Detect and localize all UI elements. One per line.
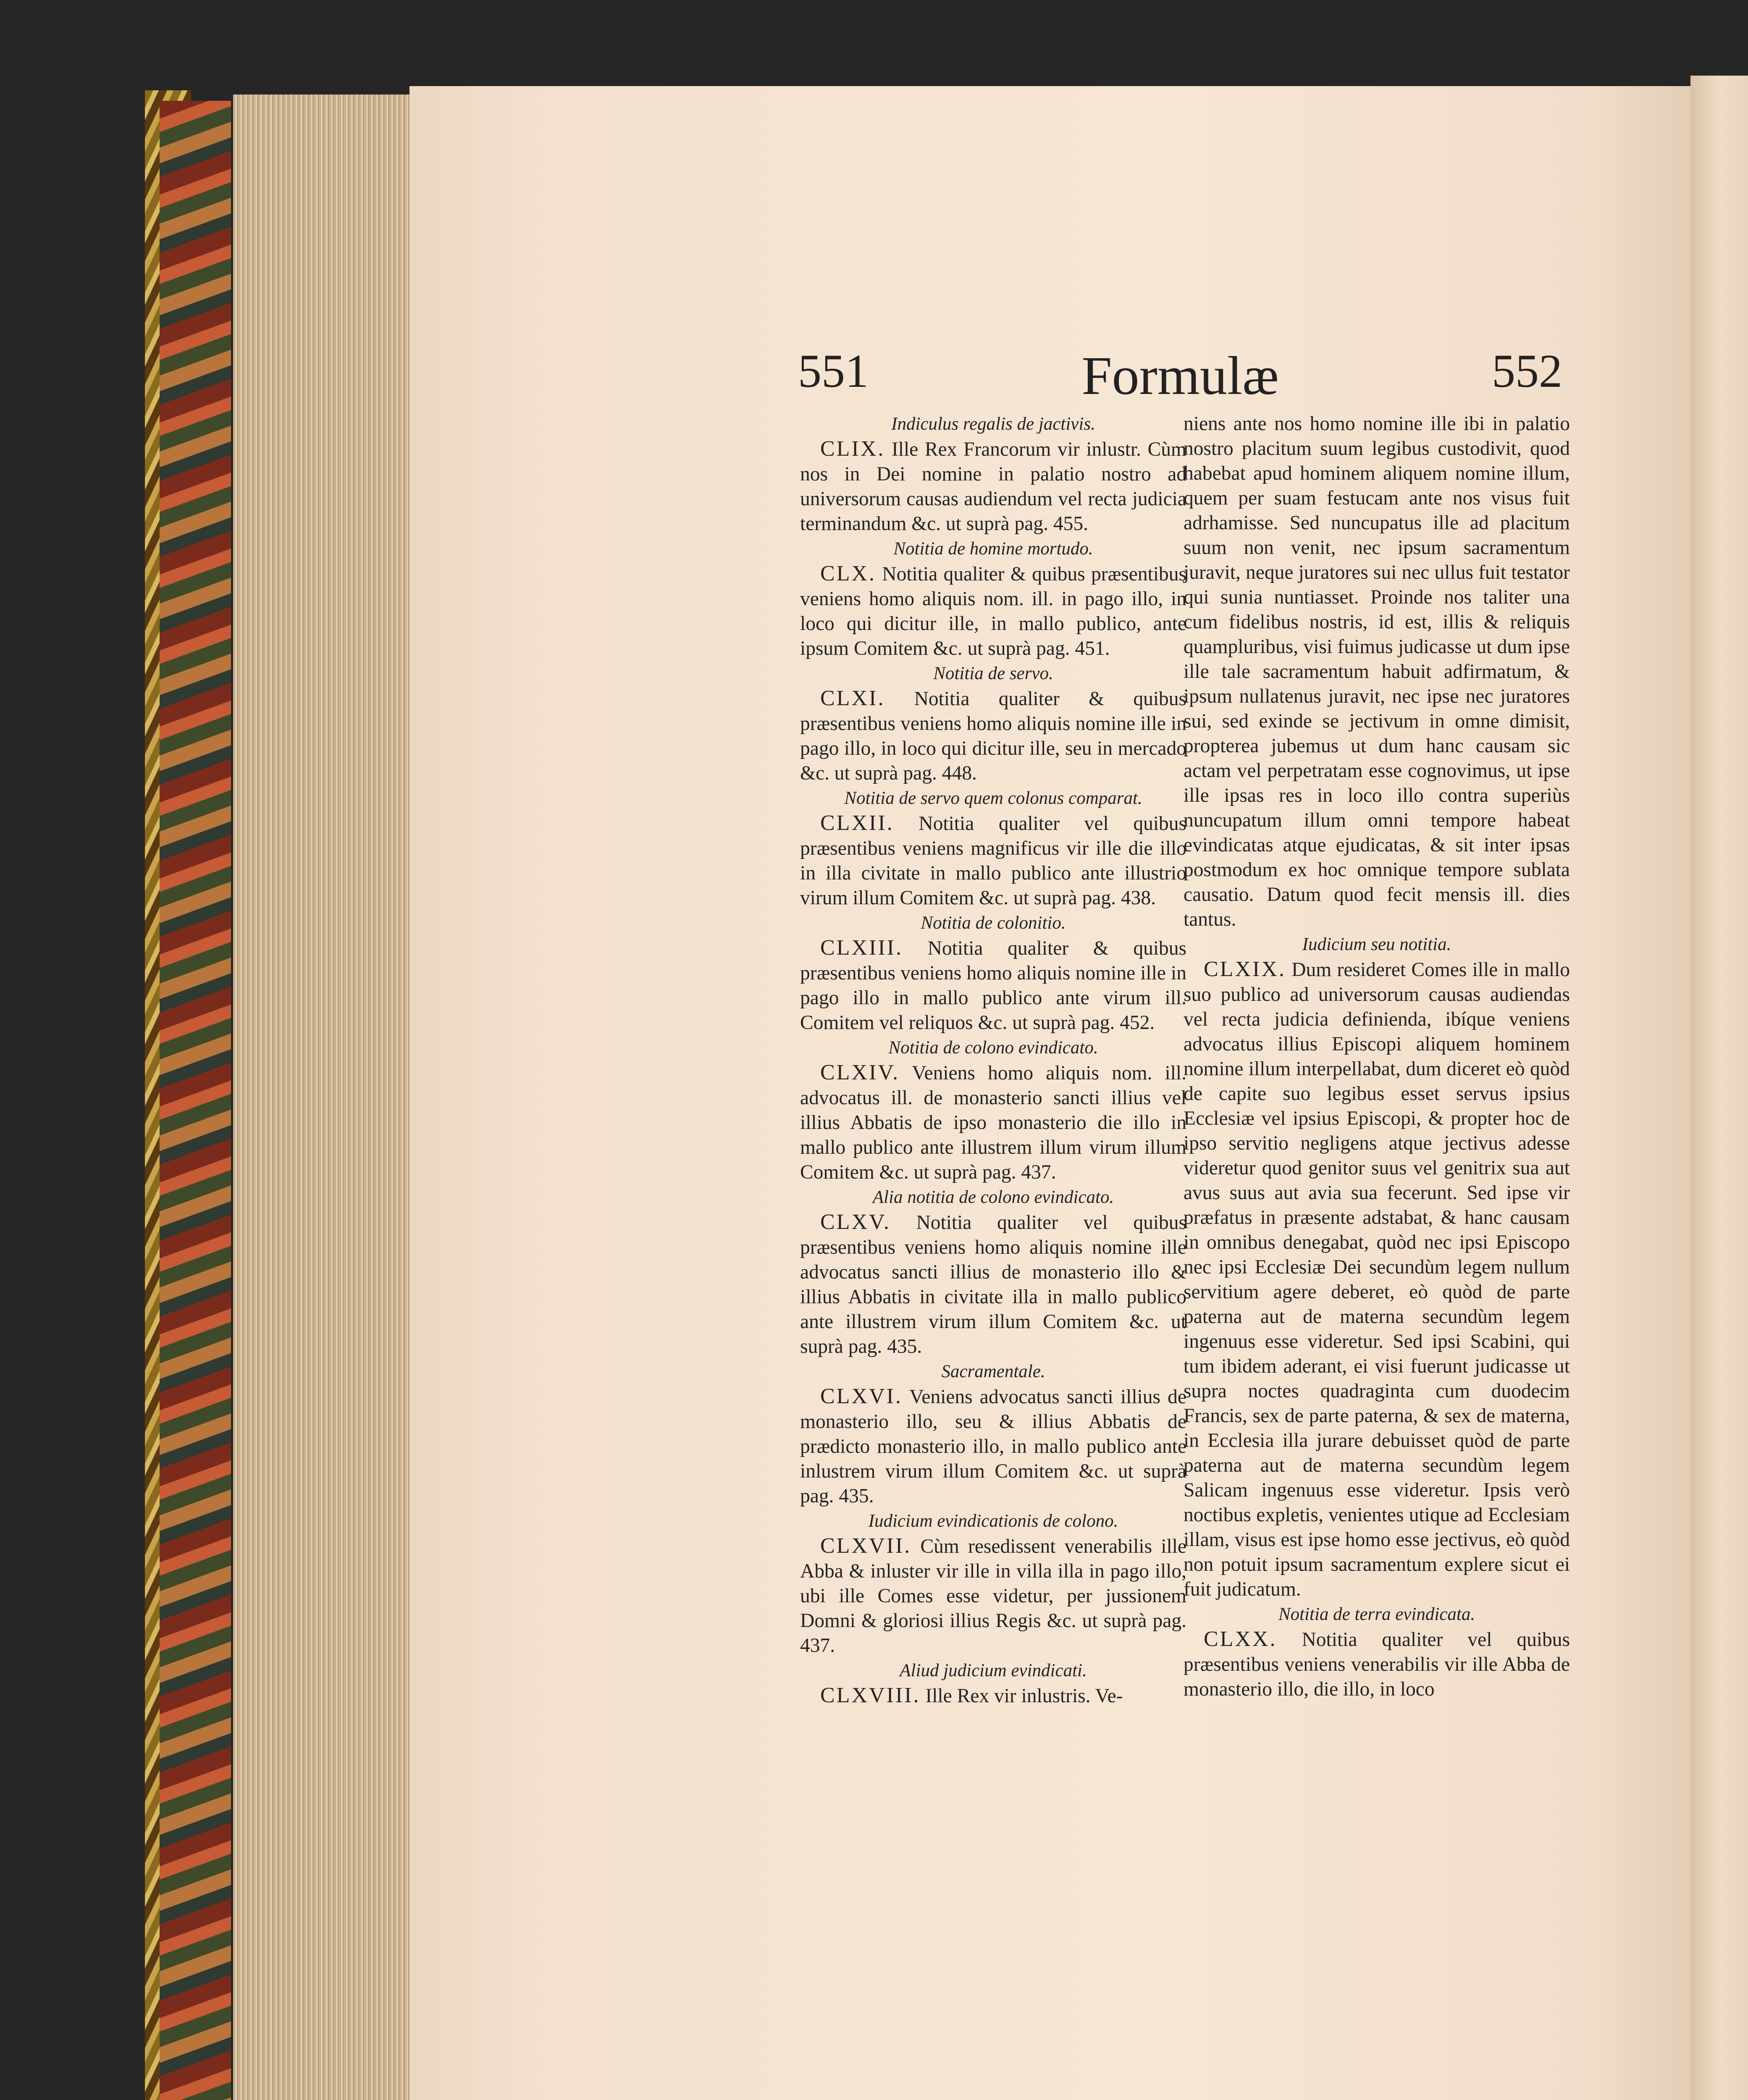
formula-number: CLXII. bbox=[820, 811, 894, 835]
formula-entry bbox=[800, 935, 1186, 1035]
running-head bbox=[798, 344, 1562, 407]
section-rubric: Alia notitia de colono evindicato. bbox=[872, 1187, 1114, 1207]
formula-number: CLXV. bbox=[820, 1210, 891, 1234]
formula-number: CLXX. bbox=[1204, 1627, 1277, 1651]
formula-number: CLXIV. bbox=[820, 1060, 900, 1084]
formula-text: Notitia qualiter vel quibus præsentibus veniens venerabilis vir ille Abba de monasterio illo, die illo, in loco bbox=[1184, 1629, 1570, 1700]
formula-number: CLXIII. bbox=[820, 936, 903, 960]
section-rubric: Notitia de homine mortudo. bbox=[893, 539, 1093, 559]
section-rubric: Notitia de colonitio. bbox=[921, 913, 1066, 933]
formula-number: CLXIX. bbox=[1204, 957, 1286, 981]
formula-number: CLXVI. bbox=[820, 1384, 903, 1408]
page-title: Formulæ bbox=[1081, 346, 1279, 406]
formula-number: CLIX. bbox=[820, 437, 885, 461]
page-number-left: 551 bbox=[798, 345, 869, 397]
formula-entry bbox=[800, 561, 1186, 661]
formula-entry bbox=[800, 1210, 1186, 1359]
formula-text: Veniens homo aliquis nom. ill. advocatus ill. de monasterio sancti illius vel illius Abbatis de ipso monasterio die illo in mallo publico ante illustrem illum virum illum Comitem &c. ut suprà pag. 437. bbox=[800, 1062, 1186, 1183]
text-column-left bbox=[800, 412, 1186, 1709]
section-rubric: Sacramentale. bbox=[941, 1362, 1045, 1381]
facing-page-edge bbox=[1690, 76, 1748, 2100]
formula-text: Notitia qualiter & quibus præsentibus veniens homo aliquis nom. ill. in pago illo, in loco qui dicitur ille, in mallo publico, ante ipsum Comitem &c. ut suprà pag. 451. bbox=[800, 563, 1187, 659]
formula-number: CLXI. bbox=[820, 686, 885, 710]
formula-entry bbox=[800, 1384, 1186, 1509]
section-rubric: Notitia de servo. bbox=[933, 664, 1053, 683]
text-column-right bbox=[1184, 412, 1570, 1702]
formula-text: Notitia qualiter vel quibus præsentibus veniens homo aliquis nomine ille advocatus sancti illius de monasterio illo & illius Abbatis in civitate illa in mallo publico ante illustrem virum illum Comitem &c. ut suprà pag. 435. bbox=[800, 1212, 1186, 1357]
formula-number: CLXVII. bbox=[820, 1534, 912, 1558]
marbled-endpaper bbox=[160, 101, 231, 2100]
section-rubric: Notitia de servo quem colonus comparat. bbox=[844, 788, 1142, 808]
formula-text: Notitia qualiter vel quibus præsentibus veniens magnificus vir ille die illo in illa civitate in mallo publico ante illustrio virum illum Comitem &c. ut suprà pag. 438. bbox=[800, 813, 1187, 909]
section-rubric: Iudicium seu notitia. bbox=[1302, 934, 1451, 954]
formula-text: Ille Rex vir inlustris. Ve- bbox=[925, 1685, 1123, 1707]
continued-text: niens ante nos homo nomine ille ibi in palatio nostro placitum suum legibus custodivit, quod habebat apud hominem aliquem nomine illum, quem per suam festucam ante nos visus fuit adrhamisse. Sed nuncupatus ille ad placitum suum non venit, nec ipsum sacramentum juravit, neque juratores sui nec ullus fuit testator qui sunia nuntiasset. Proinde nos taliter una cum fidelibus nostris, id est, illis & reliquis quampluribus, visi fuimus judicasse ut dum ipse ille tale sacramentum habuit adfirmatum, & ipsum nullatenus juravit, nec ipse nec juratores sui, sed exinde se jectivum in omne dimisit, propterea jubemus ut dum hanc causam sic actam vel perpetratam esse cognovimus, ut ipse ille ipsas res in loco illo contra superiùs nuncupatum illum omni tempore habeat evindicatas atque ejudicatas, & sit inter ipsas postmodum ex hoc omnique tempore sublata causatio. Datum quod fecit mensis ill. dies tantus. bbox=[1184, 413, 1570, 930]
formula-text: Cùm resedissent venerabilis ille Abba & inluster vir ille in villa illa in pago illo, ubi ille Comes esse videtur, per jussionem Domni & gloriosi illius Regis &c. ut suprà pag. 437. bbox=[800, 1536, 1186, 1656]
section-rubric: Aliud judicium evindicati. bbox=[900, 1661, 1087, 1680]
formula-entry bbox=[800, 1060, 1186, 1185]
formula-entry bbox=[800, 1683, 1186, 1709]
section-rubric: Indiculus regalis de jactivis. bbox=[891, 414, 1095, 434]
formula-text: Notitia qualiter & quibus præsentibus veniens homo aliquis nomine ille in pago illo in mallo publico ante virum ill. Comitem vel reliquos &c. ut suprà pag. 452. bbox=[800, 937, 1186, 1034]
formula-entry bbox=[800, 811, 1186, 911]
section-rubric: Notitia de colono evindicato. bbox=[888, 1038, 1098, 1058]
formula-entry bbox=[800, 686, 1186, 786]
page-number-right: 552 bbox=[1492, 345, 1562, 397]
section-rubric: Iudicium evindicationis de colono. bbox=[868, 1511, 1118, 1531]
formula-text: Notitia qualiter & quibus præsentibus veniens homo aliquis nomine ille in pago illo, in loco qui dicitur ille, seu in mercado &c. ut suprà pag. 448. bbox=[800, 688, 1186, 784]
formula-text: Veniens advocatus sancti illius de monasterio illo, seu & illius Abbatis de prædicto monasterio illo, in mallo publico ante inlustrem virum illum Comitem &c. ut suprà pag. 435. bbox=[800, 1386, 1186, 1507]
formula-number: CLX. bbox=[820, 562, 876, 585]
formula-entry bbox=[1184, 957, 1570, 1602]
formula-entry bbox=[800, 1533, 1186, 1658]
formula-text: Dum resideret Comes ille in mallo suo publico ad universorum causas audiendas vel recta judicia definienda, ibíque veniens advocatus illius Episcopi aliquem hominem nomine illum interpellabat, dum diceret eò quòd de capite suo legibus esset servus ipsius Ecclesiæ vel ipsius Episcopi, & propter hoc de ipso servitio negligens atque jectivus adesse videretur quod genitor suus vel genitrix sua aut avus suus aut avia sua fecerunt. Sed ipse vir præfatus in præsente adstabat, & hanc causam in omnibus denegabat, quòd nec ipsi Episcopo nec ipsi Ecclesiæ Dei secundùm legem nullum servitium agere deberet, eò quòd de parte paterna aut de materna secundùm legem ingenuus esse videretur. Sed ipsi Scabini, qui tum ibidem aderant, ei visi fuerunt judicasse ut supra noctes quadraginta cum duodecim Francis, sex de parte paterna, & sex de materna, in Ecclesia illa jurare debuisset quòd de parte paterna aut de materna secundùm legem Salicam ingenuus esse videretur. Ipsis verò noctibus expletis, venientes utique ad Ecclesiam illam, visus est ipse homo esse jectivus, eò quòd non potuit ipsum sacramentum explere sicut ei fuit judicatum. bbox=[1184, 959, 1570, 1600]
section-rubric: Notitia de terra evindicata. bbox=[1278, 1604, 1475, 1624]
formula-entry bbox=[800, 436, 1186, 536]
formula-text: Ille Rex Francorum vir inlustr. Cùm nos in Dei nomine in palatio nostro ad universorum causas audiendum vel recta judicia terminandum &c. ut suprà pag. 455. bbox=[800, 438, 1186, 535]
formula-number: CLXVIII. bbox=[820, 1683, 921, 1707]
page-edges bbox=[233, 94, 409, 2100]
formula-entry bbox=[1184, 1627, 1570, 1702]
